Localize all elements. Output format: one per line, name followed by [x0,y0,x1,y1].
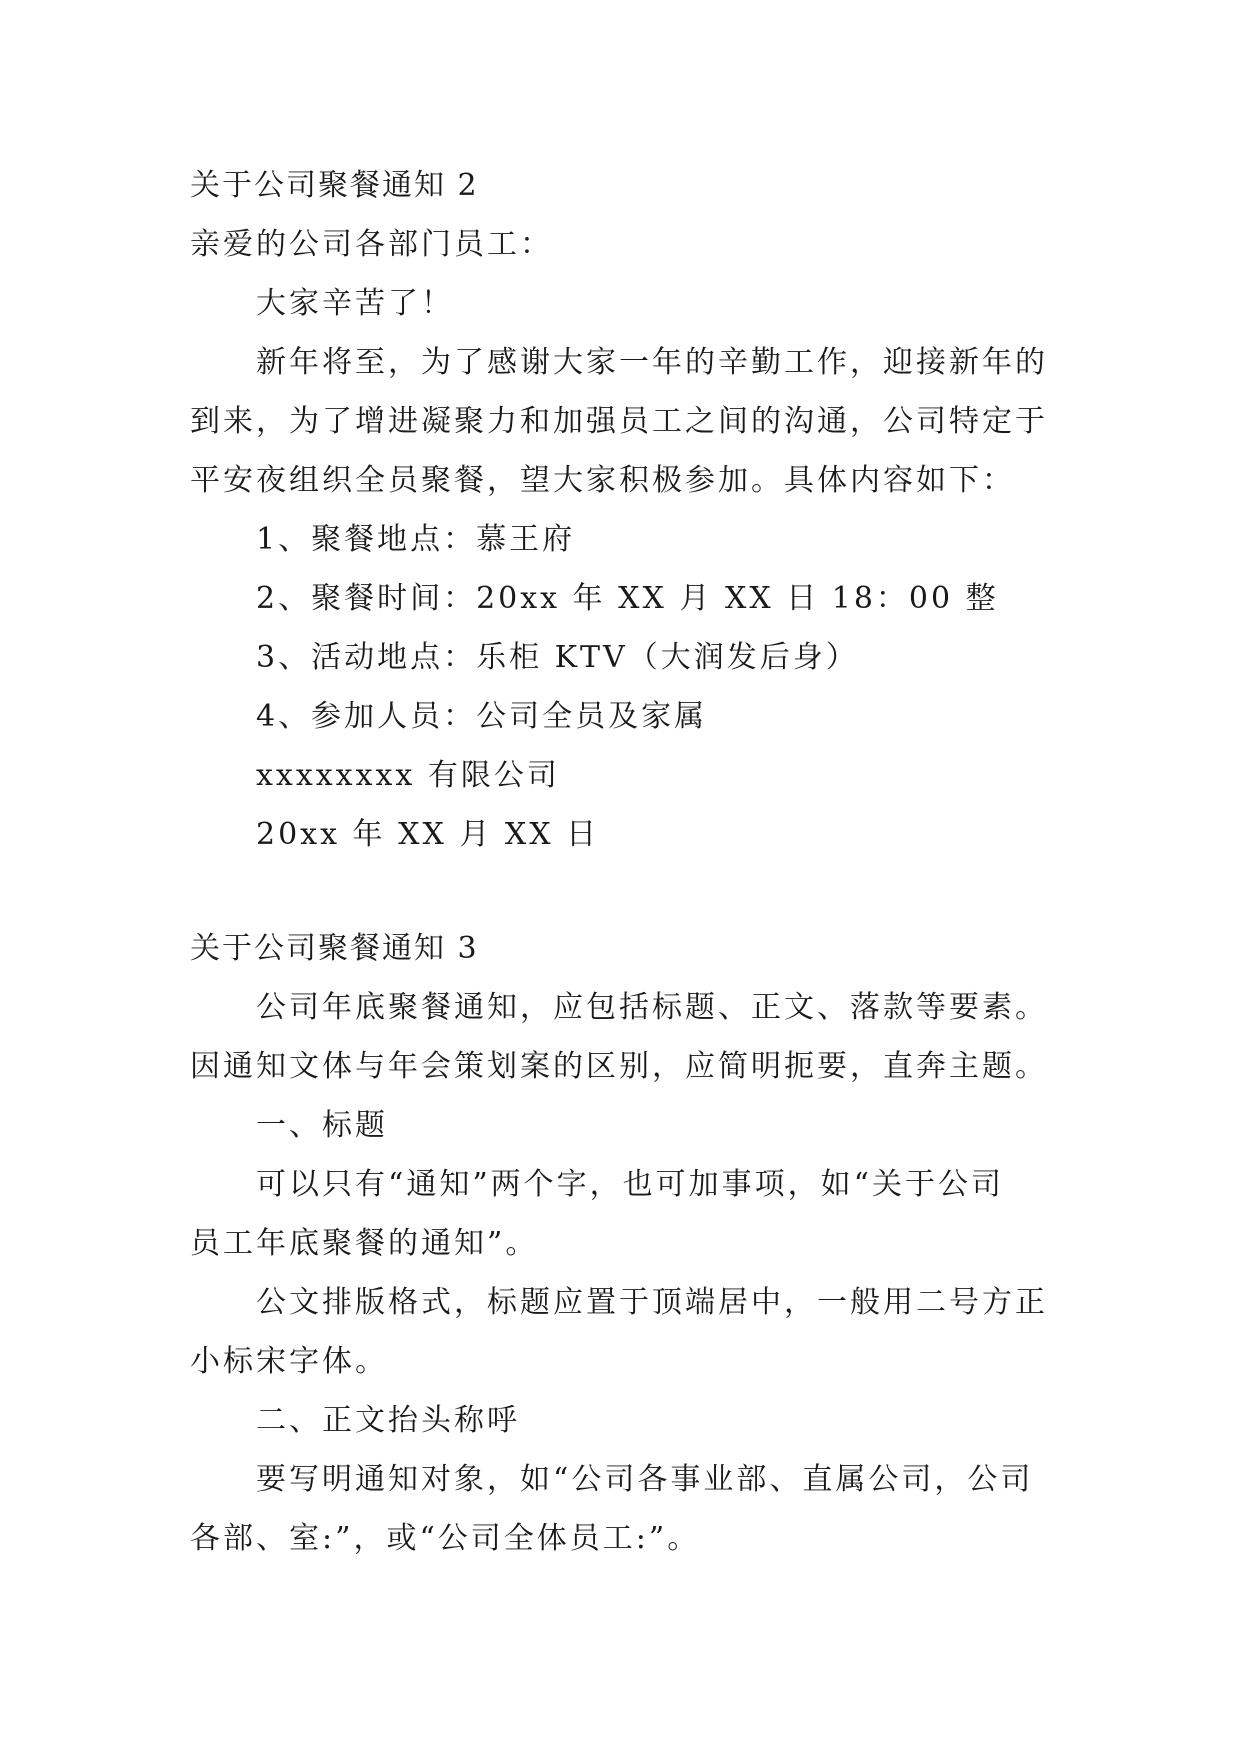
salutation: 亲爱的公司各部门员工： [190,227,553,262]
paragraph-line: 公文排版格式，标题应置于顶端居中，一般用二号方正 [256,1285,1048,1320]
heading-title: 一、标题 [256,1108,388,1143]
body-line: 新年将至，为了感谢大家一年的辛勤工作，迎接新年的 [256,345,1048,380]
paragraph-line: 员工年底聚餐的通知”。 [190,1226,539,1261]
section2-title: 关于公司聚餐通知 2 [190,168,479,203]
greeting: 大家辛苦了！ [256,286,454,321]
body-line: 到来，为了增进凝聚力和加强员工之间的沟通，公司特定于 [190,404,1048,439]
signature-company: xxxxxxxx 有限公司 [256,758,560,793]
list-item: 2、聚餐时间：20xx 年 XX 月 XX 日 18：00 整 [256,581,999,616]
signature-date: 20xx 年 XX 月 XX 日 [256,817,600,852]
intro-line: 公司年底聚餐通知，应包括标题、正文、落款等要素。 [256,990,1048,1025]
heading-body-salutation: 二、正文抬头称呼 [256,1403,520,1438]
paragraph-line: 可以只有“通知”两个字，也可加事项，如“关于公司 [256,1167,1005,1202]
paragraph-line: 各部、室:”，或“公司全体员工:”。 [190,1521,701,1556]
list-item: 3、活动地点：乐柜 KTV（大润发后身） [256,640,859,675]
paragraph-line: 要写明通知对象，如“公司各事业部、直属公司，公司 [256,1462,1034,1497]
paragraph-line: 小标宋字体。 [190,1344,388,1379]
list-item: 1、聚餐地点：慕王府 [256,522,576,557]
intro-line: 因通知文体与年会策划案的区别，应简明扼要，直奔主题。 [190,1049,1048,1084]
list-item: 4、参加人员：公司全员及家属 [256,699,708,734]
section3-title: 关于公司聚餐通知 3 [190,931,479,966]
body-line: 平安夜组织全员聚餐，望大家积极参加。具体内容如下： [190,463,1015,498]
